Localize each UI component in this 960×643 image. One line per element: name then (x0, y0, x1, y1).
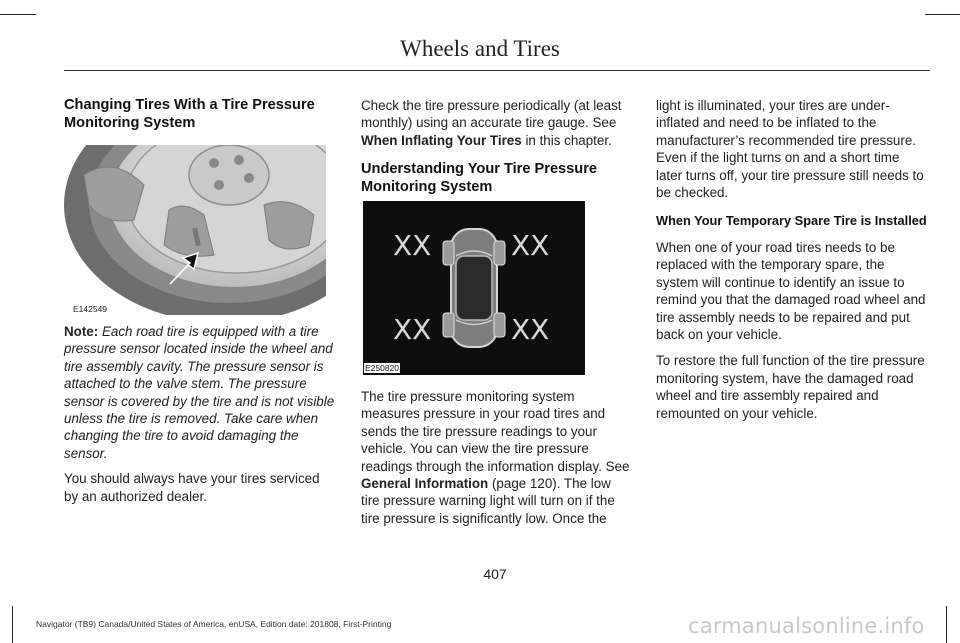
footer-edition: Navigator (TB9) Canada/United States of America, enUSA, Edition date: 201808, First-Printing (36, 619, 392, 629)
wheel-illustration (64, 145, 326, 315)
text-segment: Check the tire pressure periodically (at least monthly) using an accurate tire gauge. See (361, 98, 622, 131)
wheel-valve-stem-icon (64, 145, 326, 315)
column-3 (656, 97, 928, 422)
text-segment: in this chapter. (525, 132, 612, 148)
watermark: carmanualsonline.info (688, 614, 925, 638)
pressure-front-right: XX (511, 229, 550, 262)
pressure-front-left: XX (393, 229, 432, 262)
column-2 (361, 97, 633, 196)
link-when-inflating[interactable]: When Inflating Your Tires (361, 132, 522, 148)
crop-mark-top-right (925, 14, 960, 15)
header-rule (64, 70, 930, 71)
crop-mark-top-left (0, 14, 36, 15)
light-illuminated-paragraph: light is illuminated, your tires are under-inflated and need to be inflated to the manufacturer’s recommended tire pressure. Even if the light turns on and a short time later turns off, your tire pressure still needs to be checked. (656, 98, 924, 201)
tpms-paragraph (361, 388, 633, 527)
section-heading-understanding-tpms: Understanding Your Tire Pressure Monitoring System (361, 161, 598, 195)
link-general-information[interactable]: General Information (361, 476, 489, 492)
column-1 (64, 97, 336, 132)
crop-mark-bottom-right (946, 606, 947, 643)
section-heading-changing-tires: Changing Tires With a Tire Pressure Monitoring System (64, 97, 315, 131)
text-segment: (page 120). The low tire pressure warning light will turn on if the tire pressure is significantly low. Once the (361, 476, 615, 526)
service-paragraph: You should always have your tires serviced by an authorized dealer. (64, 471, 320, 504)
column-1-body (64, 323, 336, 505)
note-text: Each road tire is equipped with a tire pressure sensor located inside the wheel and tire assembly cavity. The pressure sensor is attached to the valve stem. The pressure sensor is covered by the tire and is not visible unless the tire is removed. Take care when changing the tire to avoid damaging the sensor. (64, 324, 335, 461)
note-paragraph (64, 323, 336, 462)
section-heading-temporary-spare: When Your Temporary Spare Tire is Installed (656, 213, 927, 229)
crop-mark-bottom-left (12, 606, 13, 643)
pressure-rear-right: XX (511, 313, 550, 346)
image-code-wheel: E142549 (73, 304, 108, 314)
check-pressure-paragraph (361, 97, 633, 149)
note-label: Note: (64, 324, 99, 339)
column-2-body (361, 388, 633, 527)
tpms-car-topview-icon (363, 201, 585, 375)
spare-tire-paragraph: When one of your road tires needs to be replaced with the temporary spare, the system will continue to identify an issue to remind you that the damaged road wheel and tire assembly needs to be repaired and put back on your vehicle. (656, 239, 926, 342)
page-title: Wheels and Tires (400, 36, 560, 61)
restore-function-paragraph: To restore the full function of the tire pressure monitoring system, have the damaged road wheel and tire assembly repaired and remounted on your vehicle. (656, 353, 925, 421)
text-segment: The tire pressure monitoring system measures pressure in your road tires and sends the tire pressure readings to your vehicle. You can view the tire pressure readings through the information display. See (361, 389, 630, 474)
pressure-rear-left: XX (393, 313, 432, 346)
page-number: 407 (483, 566, 507, 582)
image-code-tpms: E250820 (365, 363, 400, 373)
tpms-display-illustration (363, 201, 585, 375)
